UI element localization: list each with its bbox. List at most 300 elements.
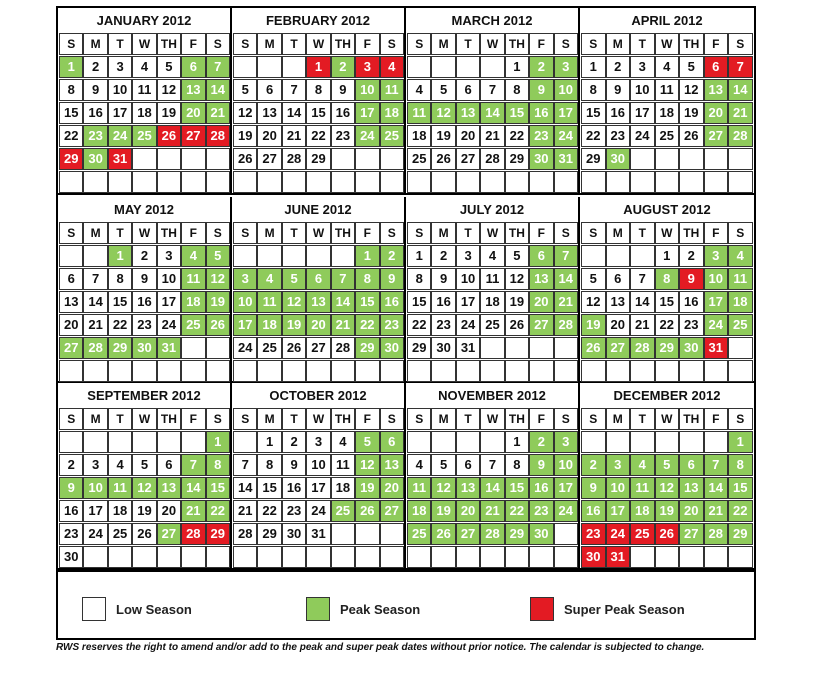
week-row [59, 454, 230, 476]
empty-day-cell [355, 523, 379, 545]
day-cell: 30 [529, 148, 553, 170]
day-cell: 2 [59, 454, 83, 476]
day-cell: 10 [306, 454, 330, 476]
calendar-grid [58, 8, 754, 570]
month-body [406, 222, 578, 382]
empty-day-cell [331, 148, 355, 170]
day-cell: 22 [581, 125, 606, 147]
day-cell: 28 [233, 523, 257, 545]
month-january [58, 8, 232, 195]
day-cell: 20 [606, 314, 631, 336]
day-cell: 25 [331, 500, 355, 522]
empty-day-cell [355, 148, 379, 170]
weekday-header: S [59, 222, 83, 244]
weekday-header: S [554, 408, 578, 430]
day-cell: 4 [480, 245, 504, 267]
week-row [407, 171, 578, 193]
day-cell: 10 [355, 79, 379, 101]
empty-day-cell [181, 148, 205, 170]
empty-day-cell [108, 546, 132, 568]
empty-day-cell [606, 171, 631, 193]
week-row [407, 431, 578, 453]
weekday-header-row [407, 33, 578, 55]
empty-day-cell [407, 546, 431, 568]
day-cell: 25 [480, 314, 504, 336]
day-cell: 18 [480, 291, 504, 313]
empty-day-cell [456, 431, 480, 453]
empty-day-cell [505, 337, 529, 359]
day-cell: 15 [306, 102, 330, 124]
day-cell: 10 [554, 454, 578, 476]
day-cell: 5 [431, 79, 455, 101]
day-cell: 14 [704, 477, 729, 499]
month-body [406, 408, 578, 568]
empty-day-cell [132, 431, 156, 453]
empty-day-cell [355, 546, 379, 568]
week-row [59, 360, 230, 382]
day-cell: 24 [157, 314, 181, 336]
month-title: NOVEMBER 2012 [438, 388, 546, 403]
day-cell: 13 [157, 477, 181, 499]
day-cell: 1 [581, 56, 606, 78]
weekday-header: M [606, 33, 631, 55]
weekday-header: F [529, 33, 553, 55]
day-cell: 29 [306, 148, 330, 170]
week-row [407, 360, 578, 382]
week-row [407, 454, 578, 476]
month-title: AUGUST 2012 [623, 202, 711, 217]
day-cell: 12 [679, 79, 704, 101]
empty-day-cell [233, 360, 257, 382]
week-row [581, 245, 754, 267]
empty-day-cell [630, 171, 655, 193]
day-cell: 12 [233, 102, 257, 124]
day-cell: 2 [529, 56, 553, 78]
empty-day-cell [431, 431, 455, 453]
weekday-header: S [59, 408, 83, 430]
day-cell: 17 [554, 102, 578, 124]
day-cell: 2 [331, 56, 355, 78]
empty-day-cell [505, 546, 529, 568]
weekday-header-row [407, 222, 578, 244]
day-cell: 26 [132, 523, 156, 545]
weekday-header: TH [505, 222, 529, 244]
day-cell: 9 [282, 454, 306, 476]
empty-day-cell [456, 56, 480, 78]
empty-day-cell [233, 245, 257, 267]
empty-day-cell [554, 171, 578, 193]
day-cell: 3 [233, 268, 257, 290]
weekday-header: M [431, 222, 455, 244]
day-cell: 5 [655, 454, 680, 476]
day-cell: 21 [206, 102, 230, 124]
weekday-header-row [233, 33, 404, 55]
day-cell: 6 [157, 454, 181, 476]
weekday-header: S [380, 222, 404, 244]
day-cell: 4 [108, 454, 132, 476]
day-cell: 9 [132, 268, 156, 290]
day-cell: 9 [59, 477, 83, 499]
day-cell: 9 [83, 79, 107, 101]
day-cell: 18 [380, 102, 404, 124]
day-cell: 11 [257, 291, 281, 313]
empty-day-cell [704, 148, 729, 170]
day-cell: 24 [606, 523, 631, 545]
day-cell: 10 [456, 268, 480, 290]
day-cell: 3 [355, 56, 379, 78]
day-cell: 24 [554, 500, 578, 522]
day-cell: 2 [282, 431, 306, 453]
day-cell: 26 [655, 523, 680, 545]
day-cell: 20 [380, 477, 404, 499]
weekday-header: T [282, 33, 306, 55]
month-october [232, 383, 406, 570]
day-cell: 18 [257, 314, 281, 336]
week-row [581, 314, 754, 336]
week-row [407, 500, 578, 522]
day-cell: 26 [282, 337, 306, 359]
day-cell: 27 [157, 523, 181, 545]
day-cell: 17 [704, 291, 729, 313]
empty-day-cell [704, 360, 729, 382]
day-cell: 27 [456, 148, 480, 170]
day-cell: 6 [704, 56, 729, 78]
weekday-header: W [306, 408, 330, 430]
week-row [407, 337, 578, 359]
day-cell: 20 [679, 500, 704, 522]
day-cell: 15 [655, 291, 680, 313]
weekday-header: T [282, 222, 306, 244]
day-cell: 12 [431, 477, 455, 499]
day-cell: 15 [59, 102, 83, 124]
day-cell: 4 [257, 268, 281, 290]
empty-day-cell [380, 360, 404, 382]
day-cell: 9 [581, 477, 606, 499]
day-cell: 25 [257, 337, 281, 359]
weekday-header: S [380, 408, 404, 430]
day-cell: 22 [306, 125, 330, 147]
day-cell: 27 [606, 337, 631, 359]
day-cell: 3 [554, 431, 578, 453]
month-body [580, 33, 754, 193]
day-cell: 16 [606, 102, 631, 124]
week-row [581, 523, 754, 545]
weekday-header: F [529, 408, 553, 430]
day-cell: 19 [581, 314, 606, 336]
day-cell: 10 [83, 477, 107, 499]
empty-day-cell [355, 171, 379, 193]
weekday-header-row [581, 33, 754, 55]
legend [58, 570, 754, 638]
legend-peak-label: Peak Season [340, 601, 421, 617]
day-cell: 21 [480, 125, 504, 147]
calendar-frame [56, 6, 756, 640]
empty-day-cell [606, 245, 631, 267]
week-row [233, 314, 404, 336]
day-cell: 15 [728, 477, 753, 499]
day-cell: 4 [331, 431, 355, 453]
week-row [59, 171, 230, 193]
empty-day-cell [581, 171, 606, 193]
day-cell: 25 [181, 314, 205, 336]
empty-day-cell [456, 360, 480, 382]
day-cell: 11 [132, 79, 156, 101]
day-cell: 21 [480, 500, 504, 522]
day-cell: 15 [206, 477, 230, 499]
weekday-header: F [704, 222, 729, 244]
empty-day-cell [380, 171, 404, 193]
month-title: JANUARY 2012 [96, 13, 192, 28]
empty-day-cell [431, 56, 455, 78]
day-cell: 11 [407, 477, 431, 499]
day-cell: 17 [108, 102, 132, 124]
week-row [59, 314, 230, 336]
day-cell: 21 [704, 500, 729, 522]
empty-day-cell [282, 360, 306, 382]
empty-day-cell [606, 360, 631, 382]
day-cell: 31 [704, 337, 729, 359]
day-cell: 8 [581, 79, 606, 101]
day-cell: 28 [480, 148, 504, 170]
empty-day-cell [679, 546, 704, 568]
month-body [580, 408, 754, 568]
week-row [407, 523, 578, 545]
week-row [407, 291, 578, 313]
weekday-header: S [554, 33, 578, 55]
day-cell: 2 [380, 245, 404, 267]
empty-day-cell [181, 360, 205, 382]
day-cell: 29 [59, 148, 83, 170]
week-row [59, 337, 230, 359]
day-cell: 25 [132, 125, 156, 147]
day-cell: 1 [407, 245, 431, 267]
empty-day-cell [505, 171, 529, 193]
empty-day-cell [655, 148, 680, 170]
weekday-header: S [581, 222, 606, 244]
empty-day-cell [655, 171, 680, 193]
day-cell: 12 [355, 454, 379, 476]
day-cell: 19 [233, 125, 257, 147]
day-cell: 14 [206, 79, 230, 101]
empty-day-cell [728, 360, 753, 382]
day-cell: 21 [233, 500, 257, 522]
empty-day-cell [431, 171, 455, 193]
day-cell: 7 [704, 454, 729, 476]
day-cell: 28 [728, 125, 753, 147]
weekday-header: M [83, 33, 107, 55]
legend-super-peak-label: Super Peak Season [564, 601, 685, 617]
day-cell: 31 [606, 546, 631, 568]
empty-day-cell [157, 431, 181, 453]
weekday-header: TH [331, 222, 355, 244]
day-cell: 23 [331, 125, 355, 147]
week-row [581, 454, 754, 476]
week-row [233, 360, 404, 382]
day-cell: 6 [181, 56, 205, 78]
legend-low-label: Low Season [116, 601, 192, 617]
empty-day-cell [655, 431, 680, 453]
week-row [233, 337, 404, 359]
day-cell: 6 [679, 454, 704, 476]
week-row [581, 546, 754, 568]
week-row [59, 291, 230, 313]
day-cell: 8 [59, 79, 83, 101]
day-cell: 6 [456, 454, 480, 476]
weekday-header: W [480, 408, 504, 430]
day-cell: 13 [380, 454, 404, 476]
day-cell: 10 [233, 291, 257, 313]
empty-day-cell [83, 546, 107, 568]
weekday-header: M [431, 33, 455, 55]
day-cell: 8 [108, 268, 132, 290]
week-row [59, 268, 230, 290]
day-cell: 26 [679, 125, 704, 147]
day-cell: 19 [355, 477, 379, 499]
week-row [581, 148, 754, 170]
empty-day-cell [306, 171, 330, 193]
weekday-header: S [728, 33, 753, 55]
day-cell: 29 [581, 148, 606, 170]
legend-low-swatch [82, 597, 106, 621]
day-cell: 9 [606, 79, 631, 101]
day-cell: 15 [355, 291, 379, 313]
week-row [581, 360, 754, 382]
month-december [580, 383, 754, 570]
day-cell: 30 [581, 546, 606, 568]
day-cell: 13 [679, 477, 704, 499]
day-cell: 1 [655, 245, 680, 267]
empty-day-cell [282, 171, 306, 193]
day-cell: 3 [606, 454, 631, 476]
month-body [58, 408, 230, 568]
day-cell: 25 [655, 125, 680, 147]
empty-day-cell [306, 360, 330, 382]
weekday-header-row [59, 408, 230, 430]
day-cell: 11 [407, 102, 431, 124]
weekday-header-row [233, 408, 404, 430]
week-row [407, 477, 578, 499]
day-cell: 25 [407, 148, 431, 170]
month-title: FEBRUARY 2012 [265, 13, 371, 28]
day-cell: 5 [206, 245, 230, 267]
day-cell: 29 [505, 523, 529, 545]
empty-day-cell [282, 56, 306, 78]
day-cell: 4 [407, 454, 431, 476]
day-cell: 14 [83, 291, 107, 313]
day-cell: 17 [456, 291, 480, 313]
day-cell: 27 [704, 125, 729, 147]
empty-day-cell [306, 245, 330, 267]
empty-day-cell [59, 431, 83, 453]
day-cell: 13 [59, 291, 83, 313]
weekday-header: M [257, 408, 281, 430]
empty-day-cell [181, 546, 205, 568]
weekday-header: F [355, 33, 379, 55]
week-row [407, 125, 578, 147]
day-cell: 19 [132, 500, 156, 522]
day-cell: 14 [331, 291, 355, 313]
weekday-header: T [108, 408, 132, 430]
day-cell: 10 [108, 79, 132, 101]
day-cell: 12 [157, 79, 181, 101]
day-cell: 26 [581, 337, 606, 359]
day-cell: 9 [331, 79, 355, 101]
day-cell: 11 [728, 268, 753, 290]
empty-day-cell [679, 431, 704, 453]
day-cell: 12 [581, 291, 606, 313]
month-title: JUNE 2012 [284, 202, 352, 217]
weekday-header: F [529, 222, 553, 244]
empty-day-cell [83, 171, 107, 193]
empty-day-cell [132, 171, 156, 193]
day-cell: 13 [257, 102, 281, 124]
day-cell: 30 [529, 523, 553, 545]
weekday-header: S [581, 408, 606, 430]
day-cell: 28 [206, 125, 230, 147]
day-cell: 29 [257, 523, 281, 545]
empty-day-cell [456, 171, 480, 193]
empty-day-cell [554, 337, 578, 359]
empty-day-cell [529, 546, 553, 568]
day-cell: 30 [431, 337, 455, 359]
weekday-header: T [630, 222, 655, 244]
day-cell: 3 [630, 56, 655, 78]
day-cell: 8 [728, 454, 753, 476]
empty-day-cell [257, 245, 281, 267]
day-cell: 18 [181, 291, 205, 313]
weekday-header: W [306, 33, 330, 55]
weekday-header: TH [157, 33, 181, 55]
day-cell: 2 [431, 245, 455, 267]
empty-day-cell [108, 431, 132, 453]
day-cell: 29 [655, 337, 680, 359]
weekday-header: T [108, 33, 132, 55]
day-cell: 13 [456, 477, 480, 499]
day-cell: 13 [181, 79, 205, 101]
day-cell: 22 [355, 314, 379, 336]
day-cell: 23 [529, 500, 553, 522]
empty-day-cell [331, 245, 355, 267]
day-cell: 7 [728, 56, 753, 78]
day-cell: 11 [380, 79, 404, 101]
day-cell: 8 [407, 268, 431, 290]
empty-day-cell [554, 523, 578, 545]
empty-day-cell [181, 337, 205, 359]
empty-day-cell [407, 360, 431, 382]
day-cell: 8 [505, 454, 529, 476]
empty-day-cell [157, 148, 181, 170]
week-row [233, 148, 404, 170]
empty-day-cell [679, 148, 704, 170]
empty-day-cell [581, 360, 606, 382]
weekday-header: F [704, 33, 729, 55]
empty-day-cell [257, 56, 281, 78]
day-cell: 16 [431, 291, 455, 313]
weekday-header: W [132, 408, 156, 430]
weekday-header: S [407, 222, 431, 244]
empty-day-cell [331, 360, 355, 382]
day-cell: 1 [505, 56, 529, 78]
empty-day-cell [655, 360, 680, 382]
day-cell: 18 [630, 500, 655, 522]
empty-day-cell [206, 337, 230, 359]
empty-day-cell [480, 56, 504, 78]
day-cell: 17 [83, 500, 107, 522]
day-cell: 22 [407, 314, 431, 336]
empty-day-cell [306, 546, 330, 568]
empty-day-cell [581, 431, 606, 453]
weekday-header: S [206, 33, 230, 55]
